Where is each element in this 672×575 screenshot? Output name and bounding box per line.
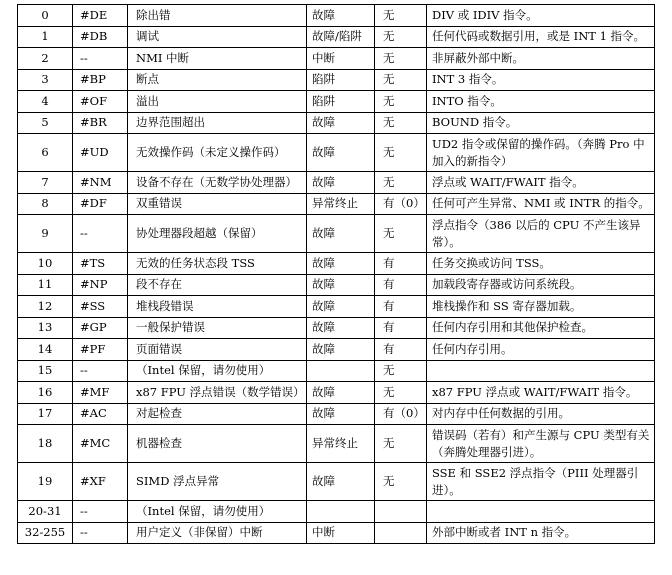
description-cell: 对起检查 (128, 403, 307, 425)
type-cell: 故障 (307, 215, 375, 253)
mnemonic-cell: #NM (73, 172, 128, 194)
vector-number-cell: 4 (18, 91, 73, 113)
error-code-cell: 无 (375, 69, 427, 91)
table-body (18, 5, 655, 544)
table-row (18, 172, 655, 194)
error-code-cell: 无 (375, 26, 427, 48)
exception-vector-table (17, 4, 655, 544)
description-cell: 机器检查 (128, 425, 307, 463)
source-cell: 任务交换或访问 TSS。 (427, 253, 655, 275)
mnemonic-cell: #PF (73, 339, 128, 361)
type-cell: 故障 (307, 5, 375, 27)
type-cell: 故障/陷阱 (307, 26, 375, 48)
table-row (18, 48, 655, 70)
description-cell: 协处理器段超越（保留） (128, 215, 307, 253)
table-row (18, 463, 655, 501)
vector-number-cell: 3 (18, 69, 73, 91)
description-cell: （Intel 保留，请勿使用） (128, 501, 307, 523)
source-cell: INT 3 指令。 (427, 69, 655, 91)
type-cell: 陷阱 (307, 69, 375, 91)
error-code-cell (375, 522, 427, 544)
error-code-cell: 有 (375, 274, 427, 296)
type-cell (307, 360, 375, 382)
vector-number-cell: 6 (18, 134, 73, 172)
description-cell: 堆栈段错误 (128, 296, 307, 318)
type-cell (307, 501, 375, 523)
table-row (18, 5, 655, 27)
table-row (18, 274, 655, 296)
type-cell: 异常终止 (307, 425, 375, 463)
description-cell: 除出错 (128, 5, 307, 27)
error-code-cell: 有 (375, 339, 427, 361)
source-cell: INTO 指令。 (427, 91, 655, 113)
vector-number-cell: 1 (18, 26, 73, 48)
table-row (18, 69, 655, 91)
mnemonic-cell: #TS (73, 253, 128, 275)
description-cell: x87 FPU 浮点错误（数学错误） (128, 382, 307, 404)
source-cell: UD2 指令或保留的操作码。（奔腾 Pro 中加入的新指令） (427, 134, 655, 172)
mnemonic-cell: #DE (73, 5, 128, 27)
mnemonic-cell: #BR (73, 112, 128, 134)
vector-number-cell: 17 (18, 403, 73, 425)
type-cell: 故障 (307, 463, 375, 501)
error-code-cell: 无 (375, 134, 427, 172)
error-code-cell: 无 (375, 215, 427, 253)
vector-number-cell: 19 (18, 463, 73, 501)
description-cell: SIMD 浮点异常 (128, 463, 307, 501)
error-code-cell: 无 (375, 112, 427, 134)
table-row (18, 296, 655, 318)
vector-number-cell: 12 (18, 296, 73, 318)
error-code-cell: 无 (375, 48, 427, 70)
source-cell: 任何内存引用。 (427, 339, 655, 361)
mnemonic-cell: #MC (73, 425, 128, 463)
source-cell: 错误码（若有）和产生源与 CPU 类型有关（奔腾处理器引进）。 (427, 425, 655, 463)
type-cell: 故障 (307, 274, 375, 296)
mnemonic-cell: -- (73, 215, 128, 253)
table-row (18, 382, 655, 404)
mnemonic-cell: #OF (73, 91, 128, 113)
vector-number-cell: 5 (18, 112, 73, 134)
table-row (18, 26, 655, 48)
vector-number-cell: 16 (18, 382, 73, 404)
error-code-cell: 无 (375, 5, 427, 27)
table-row (18, 360, 655, 382)
description-cell: 段不存在 (128, 274, 307, 296)
description-cell: 边界范围超出 (128, 112, 307, 134)
vector-number-cell: 8 (18, 193, 73, 215)
source-cell: 外部中断或者 INT n 指令。 (427, 522, 655, 544)
vector-number-cell: 15 (18, 360, 73, 382)
mnemonic-cell: -- (73, 360, 128, 382)
description-cell: NMI 中断 (128, 48, 307, 70)
type-cell: 故障 (307, 403, 375, 425)
type-cell: 中断 (307, 522, 375, 544)
table-row (18, 91, 655, 113)
source-cell (427, 501, 655, 523)
mnemonic-cell: #NP (73, 274, 128, 296)
vector-number-cell: 10 (18, 253, 73, 275)
error-code-cell: 无 (375, 91, 427, 113)
source-cell: 浮点指令（386 以后的 CPU 不产生该异常）。 (427, 215, 655, 253)
source-cell: 堆栈操作和 SS 寄存器加载。 (427, 296, 655, 318)
type-cell: 故障 (307, 134, 375, 172)
source-cell: 对内存中任何数据的引用。 (427, 403, 655, 425)
type-cell: 故障 (307, 253, 375, 275)
vector-number-cell: 20-31 (18, 501, 73, 523)
vector-number-cell: 7 (18, 172, 73, 194)
description-cell: （Intel 保留，请勿使用） (128, 360, 307, 382)
table-row (18, 112, 655, 134)
source-cell: 加载段寄存器或访问系统段。 (427, 274, 655, 296)
table-row (18, 134, 655, 172)
mnemonic-cell: #BP (73, 69, 128, 91)
error-code-cell: 有（0） (375, 193, 427, 215)
table-row (18, 425, 655, 463)
vector-number-cell: 18 (18, 425, 73, 463)
mnemonic-cell: #AC (73, 403, 128, 425)
mnemonic-cell: #DB (73, 26, 128, 48)
error-code-cell: 无 (375, 360, 427, 382)
type-cell: 故障 (307, 112, 375, 134)
mnemonic-cell: #DF (73, 193, 128, 215)
description-cell: 双重错误 (128, 193, 307, 215)
description-cell: 一般保护错误 (128, 317, 307, 339)
description-cell: 设备不存在（无数学协处理器） (128, 172, 307, 194)
type-cell: 故障 (307, 317, 375, 339)
mnemonic-cell: -- (73, 48, 128, 70)
mnemonic-cell: #SS (73, 296, 128, 318)
description-cell: 调试 (128, 26, 307, 48)
source-cell: 任何内存引用和其他保护检查。 (427, 317, 655, 339)
type-cell: 中断 (307, 48, 375, 70)
type-cell: 故障 (307, 339, 375, 361)
table-row (18, 403, 655, 425)
mnemonic-cell: -- (73, 501, 128, 523)
mnemonic-cell: -- (73, 522, 128, 544)
source-cell: x87 FPU 浮点或 WAIT/FWAIT 指令。 (427, 382, 655, 404)
source-cell (427, 360, 655, 382)
vector-number-cell: 0 (18, 5, 73, 27)
type-cell: 故障 (307, 172, 375, 194)
description-cell: 用户定义（非保留）中断 (128, 522, 307, 544)
type-cell: 故障 (307, 382, 375, 404)
vector-number-cell: 13 (18, 317, 73, 339)
type-cell: 故障 (307, 296, 375, 318)
description-cell: 断点 (128, 69, 307, 91)
source-cell: DIV 或 IDIV 指令。 (427, 5, 655, 27)
vector-number-cell: 9 (18, 215, 73, 253)
description-cell: 溢出 (128, 91, 307, 113)
mnemonic-cell: #XF (73, 463, 128, 501)
table-row (18, 215, 655, 253)
source-cell: SSE 和 SSE2 浮点指令（PIII 处理器引进）。 (427, 463, 655, 501)
table-row (18, 193, 655, 215)
error-code-cell: 无 (375, 172, 427, 194)
error-code-cell: 有（0） (375, 403, 427, 425)
vector-number-cell: 11 (18, 274, 73, 296)
error-code-cell: 无 (375, 425, 427, 463)
type-cell: 异常终止 (307, 193, 375, 215)
mnemonic-cell: #UD (73, 134, 128, 172)
table-row (18, 501, 655, 523)
error-code-cell: 有 (375, 296, 427, 318)
vector-number-cell: 2 (18, 48, 73, 70)
type-cell: 陷阱 (307, 91, 375, 113)
error-code-cell (375, 501, 427, 523)
table-row (18, 339, 655, 361)
error-code-cell: 无 (375, 463, 427, 501)
mnemonic-cell: #GP (73, 317, 128, 339)
error-code-cell: 有 (375, 253, 427, 275)
vector-number-cell: 32-255 (18, 522, 73, 544)
mnemonic-cell: #MF (73, 382, 128, 404)
description-cell: 无效操作码（未定义操作码） (128, 134, 307, 172)
source-cell: 非屏蔽外部中断。 (427, 48, 655, 70)
error-code-cell: 无 (375, 382, 427, 404)
source-cell: BOUND 指令。 (427, 112, 655, 134)
source-cell: 浮点或 WAIT/FWAIT 指令。 (427, 172, 655, 194)
table-row (18, 253, 655, 275)
table-row (18, 317, 655, 339)
source-cell: 任何代码或数据引用，或是 INT 1 指令。 (427, 26, 655, 48)
table-row (18, 522, 655, 544)
description-cell: 无效的任务状态段 TSS (128, 253, 307, 275)
description-cell: 页面错误 (128, 339, 307, 361)
error-code-cell: 有 (375, 317, 427, 339)
vector-number-cell: 14 (18, 339, 73, 361)
source-cell: 任何可产生异常、NMI 或 INTR 的指令。 (427, 193, 655, 215)
